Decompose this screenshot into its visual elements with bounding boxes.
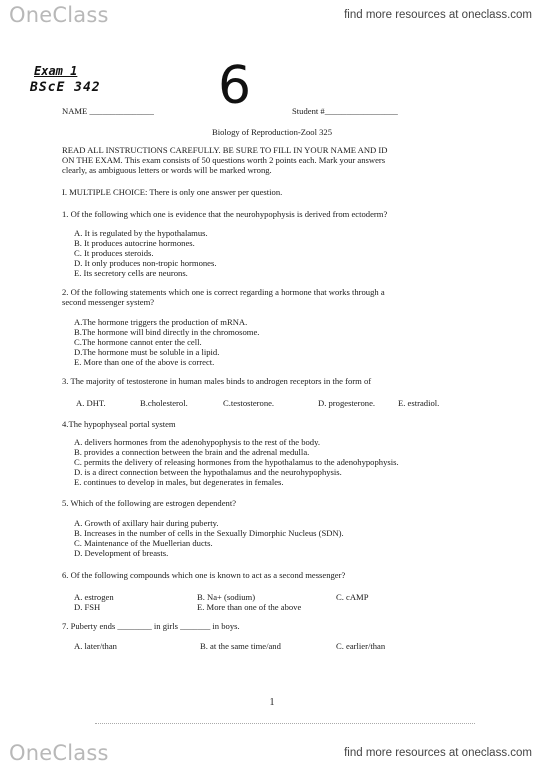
- handwritten-course-label: BScE 342: [30, 80, 101, 95]
- q3-option-a: A. DHT.: [76, 398, 106, 408]
- q1-option-d: D. It only produces non-tropic hormones.: [74, 258, 217, 268]
- q5-option-d: D. Development of breasts.: [74, 548, 169, 558]
- question-6: 6. Of the following compounds which one is known to act as a second messenger?: [62, 570, 346, 580]
- instructions-line-2: ON THE EXAM. This exam consists of 50 questions worth 2 points each. Mark your answers: [62, 155, 386, 165]
- question-5: 5. Which of the following are estrogen dependent?: [62, 498, 237, 508]
- q3-option-e: E. estradiol.: [398, 398, 440, 408]
- q1-option-e: E. Its secretory cells are neurons.: [74, 268, 188, 278]
- q2-option-a: A.The hormone triggers the production of mRNA.: [74, 317, 248, 327]
- handwritten-number: 6: [218, 56, 252, 116]
- q4-option-b: B. provides a connection between the brain and the adrenal medulla.: [74, 447, 310, 457]
- q5-option-a: A. Growth of axillary hair during puberty.: [74, 518, 219, 528]
- question-3: 3. The majority of testosterone in human males binds to androgen receptors in the form of: [62, 376, 372, 386]
- handwritten-exam-label: Exam 1: [34, 64, 78, 78]
- q6-option-b: B. Na+ (sodium): [197, 592, 256, 602]
- q2-option-c: C.The hormone cannot enter the cell.: [74, 337, 202, 347]
- q2-option-d: D.The hormone must be soluble in a lipid.: [74, 347, 220, 357]
- q2-option-e: E. More than one of the above is correct.: [74, 357, 215, 367]
- q4-option-d: D. is a direct connection between the hypothalamus and the neurohypophysis.: [74, 467, 342, 477]
- instructions-line-3: clearly, as ambiguous letters or words will be marked wrong.: [62, 165, 272, 175]
- q1-option-b: B. It produces autocrine hormones.: [74, 238, 195, 248]
- footer-divider: [95, 723, 475, 724]
- name-field: NAME _______________: [62, 106, 154, 116]
- question-1: 1. Of the following which one is evidence that the neurohypophysis is derived from ectoderm?: [62, 209, 388, 219]
- resources-link[interactable]: find more resources at oneclass.com: [344, 9, 532, 21]
- q1-option-a: A. It is regulated by the hypothalamus.: [74, 228, 208, 238]
- oneclass-logo-footer[interactable]: OneClass: [9, 741, 109, 765]
- q4-option-c: C. permits the delivery of releasing hormones from the hypothalamus to the adenohypophysis.: [74, 457, 399, 467]
- q7-option-b: B. at the same time/and: [200, 641, 281, 651]
- section-heading: I. MULTIPLE CHOICE: There is only one answer per question.: [62, 187, 283, 197]
- q6-option-a: A. estrogen: [74, 592, 114, 602]
- student-number-field: Student #_________________: [292, 106, 398, 116]
- q2-option-b: B.The hormone will bind directly in the chromosome.: [74, 327, 260, 337]
- resources-link-footer[interactable]: find more resources at oneclass.com: [344, 747, 532, 759]
- q1-option-c: C. It produces steroids.: [74, 248, 154, 258]
- q6-option-c: C. cAMP: [336, 592, 369, 602]
- page-number: 1: [269, 697, 275, 708]
- q3-option-c: C.testosterone.: [223, 398, 275, 408]
- bottom-bar: [0, 738, 544, 768]
- q6-option-e: E. More than one of the above: [197, 602, 302, 612]
- q7-option-a: A. later/than: [74, 641, 117, 651]
- q4-option-a: A. delivers hormones from the adenohypophysis to the rest of the body.: [74, 437, 320, 447]
- q7-option-c: C. earlier/than: [336, 641, 386, 651]
- instructions-line-1: READ ALL INSTRUCTIONS CAREFULLY. BE SURE TO FILL IN YOUR NAME AND ID: [62, 145, 388, 155]
- question-7: 7. Puberty ends ________ in girls _______ in boys.: [62, 621, 240, 631]
- oneclass-logo[interactable]: OneClass: [9, 3, 109, 27]
- question-2-line-2: second messenger system?: [62, 297, 155, 307]
- q5-option-b: B. Increases in the number of cells in the Sexually Dimorphic Nucleus (SDN).: [74, 528, 344, 538]
- question-2-line-1: 2. Of the following statements which one is correct regarding a hormone that works through a: [62, 287, 385, 297]
- question-4: 4.The hypophyseal portal system: [62, 419, 176, 429]
- q6-option-d: D. FSH: [74, 602, 101, 612]
- q4-option-e: E. continues to develop in males, but degenerates in females.: [74, 477, 284, 487]
- exam-title: Biology of Reproduction-Zool 325: [211, 127, 333, 137]
- q3-option-d: D. progesterone.: [318, 398, 376, 408]
- q3-option-b: B.cholesterol.: [140, 398, 188, 408]
- top-bar: [0, 0, 544, 30]
- q5-option-c: C. Maintenance of the Muellerian ducts.: [74, 538, 213, 548]
